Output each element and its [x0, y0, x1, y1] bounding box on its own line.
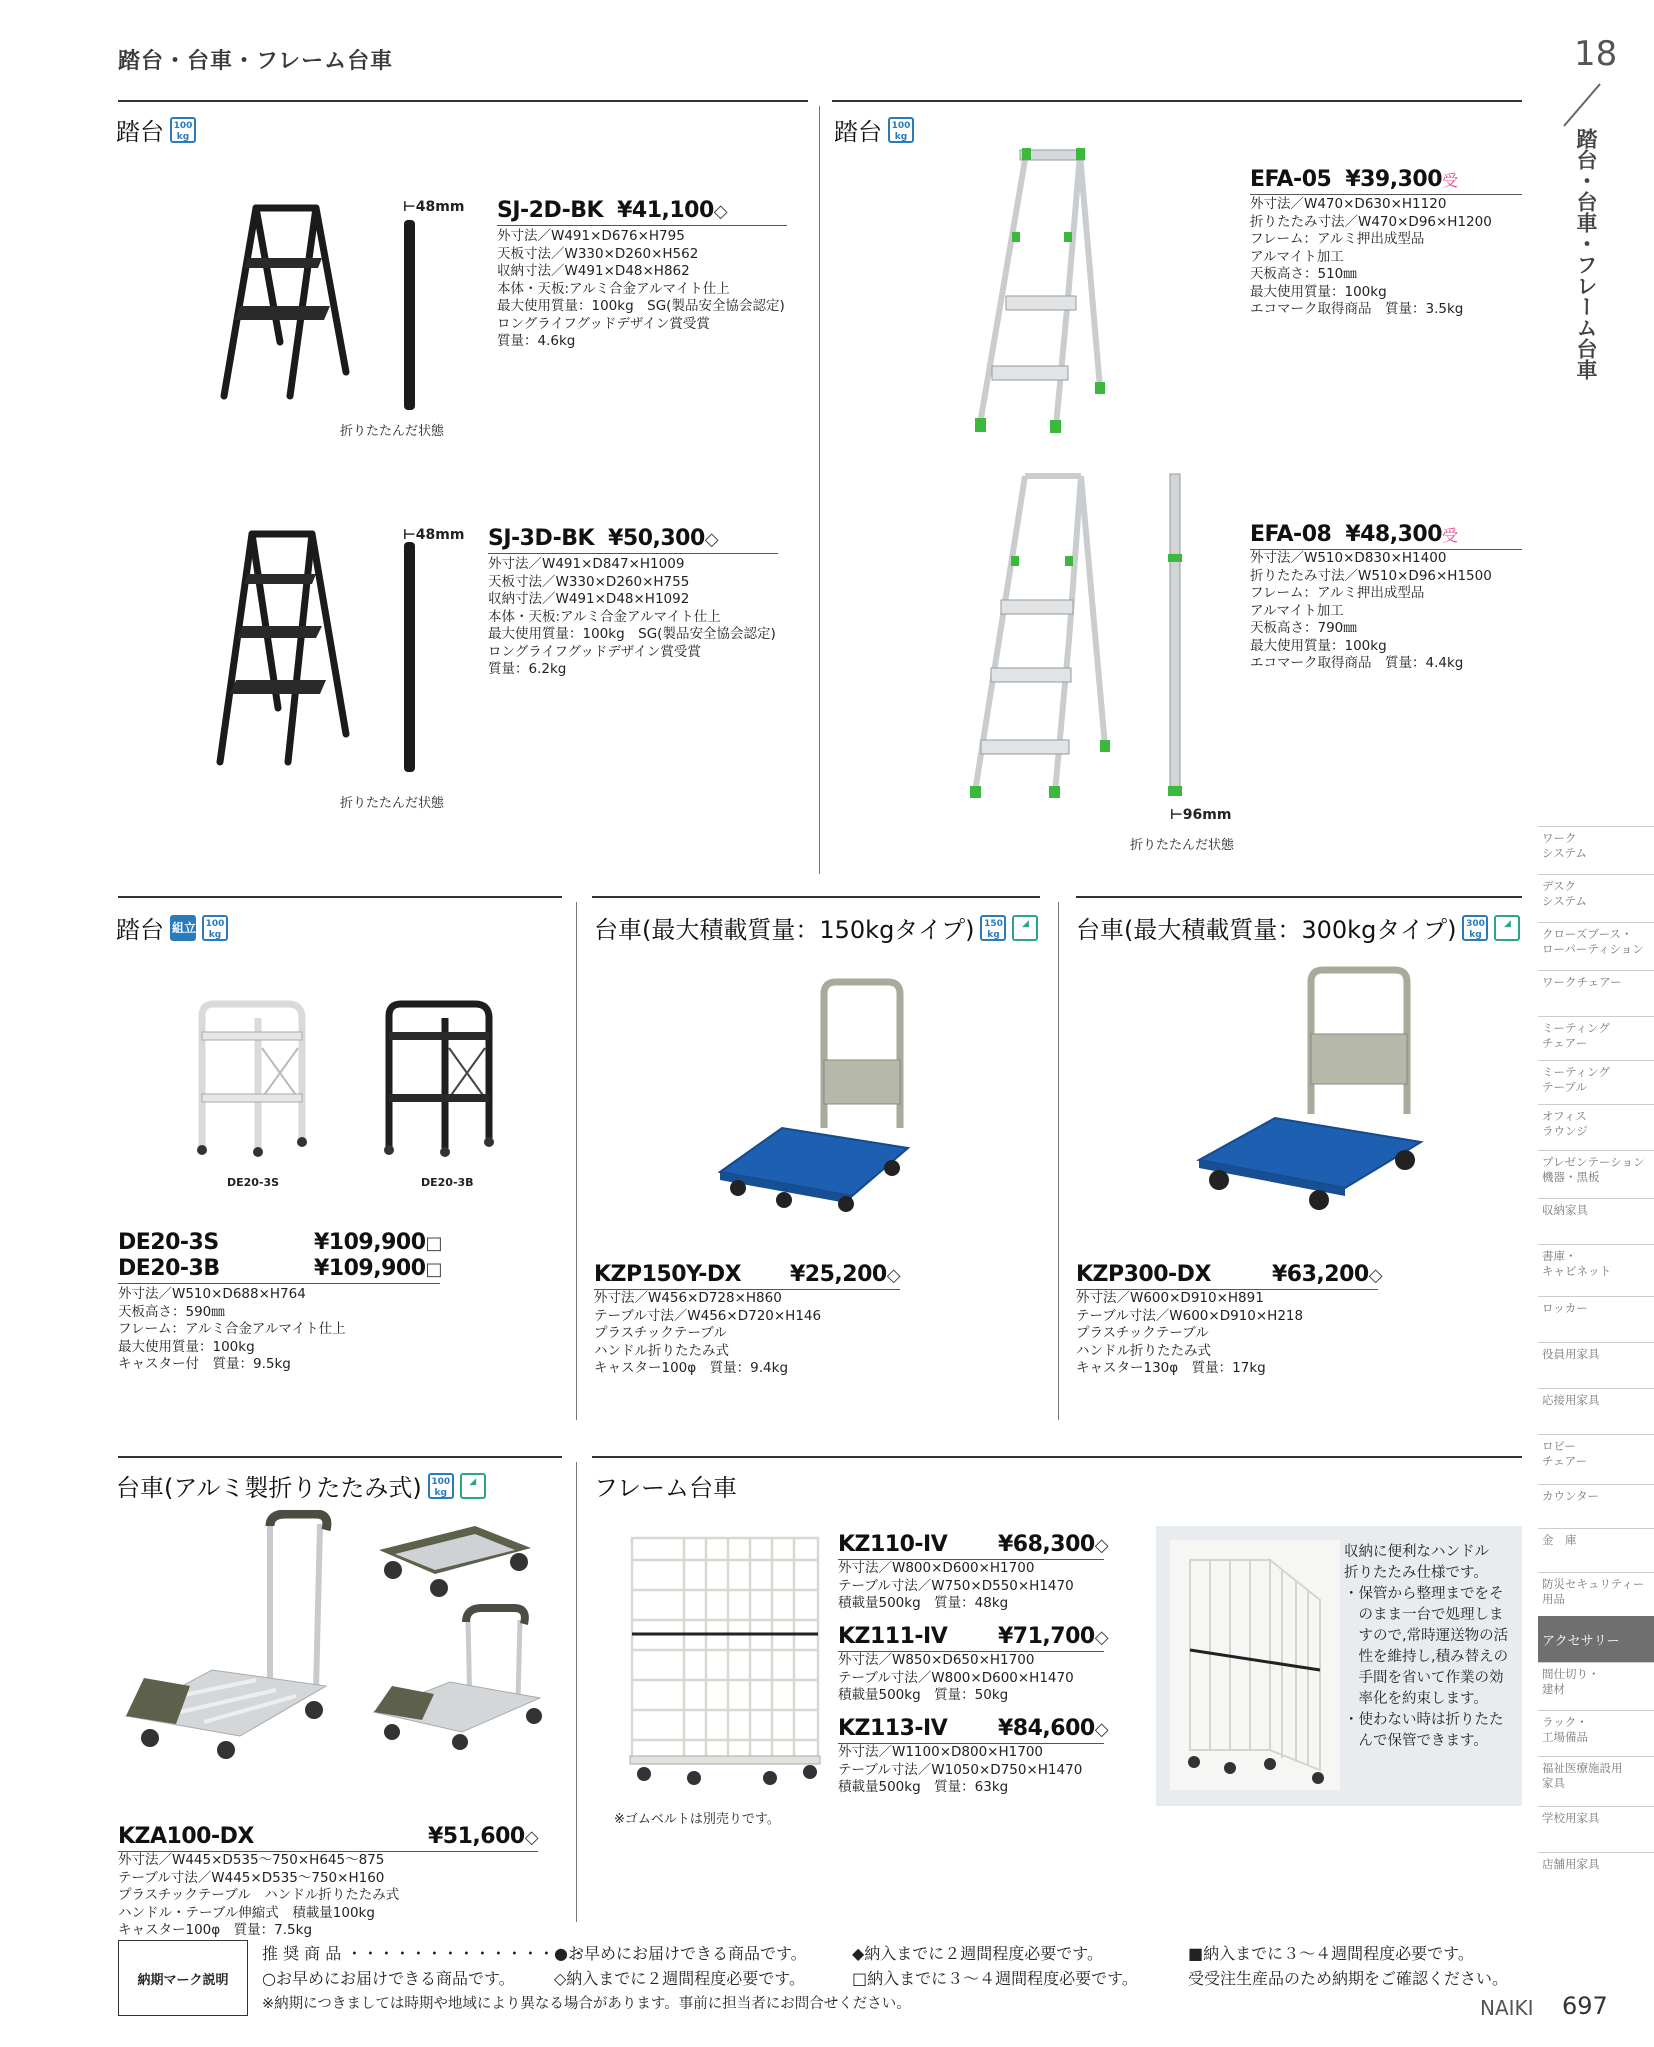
sidebar-item-label: ワーク — [1542, 831, 1577, 845]
sidebar-item[interactable] — [1538, 826, 1654, 874]
de20-3s-image — [188, 998, 318, 1158]
load-300kg-icon: 300 kg — [1462, 915, 1488, 941]
efa08-specs: 外寸法／W510×D830×H1400 折りたたみ寸法／W510×D96×H1500 フレーム：アルミ押出成型品 アルマイト加工 天板高さ：790㎜ 最大使用質量：100kg エコマーク取得商品 質量：4.4kg — [1250, 550, 1492, 671]
sidebar-item-label: ラウンジ — [1542, 1124, 1588, 1138]
load-100kg-icon: 100 kg — [428, 1473, 454, 1499]
frame-feature-text: 収納に便利なハンドル 折りたたみ仕様です。 ・保管から整理までをそ のまま一台で処理しま すので,常時運送物の活 性を維持し,積み替えの 手間を省いて作業の効 率化を約束します。 ・使わない時は折りたた んで保管できます。 — [1344, 1544, 1509, 1749]
sj3d-specs: 外寸法／W491×D847×H1009 天板寸法／W330×D260×H755 収納寸法／W491×D48×H1092 本体・天板:アルミ合金アルマイト仕上 最大使用質量：100kg SG(製品安全協会認定) ロングライフグッドデザイン賞受賞 質量：6.2kg — [488, 556, 776, 677]
divider-mid-1 — [576, 902, 577, 1420]
load-100kg-icon: 100 kg — [202, 915, 228, 941]
sidebar-item[interactable] — [1538, 1244, 1654, 1296]
rule-mid-1 — [118, 896, 562, 898]
sidebar-item[interactable] — [1538, 1104, 1654, 1150]
section-title-cart300: 台車(最大積載質量：300kgタイプ) 300 kg◢ — [1076, 910, 1520, 945]
sidebar-item-label: 店舗用家具 — [1542, 1857, 1600, 1871]
tab-slash — [1556, 80, 1606, 130]
sidebar-item[interactable] — [1538, 1756, 1654, 1806]
sidebar-item-label: ミーティング — [1542, 1065, 1610, 1079]
sidebar-item[interactable] — [1538, 1616, 1654, 1662]
sidebar-item[interactable] — [1538, 1388, 1654, 1434]
efa05-name-price: EFA-05 ¥39,300受 — [1250, 167, 1522, 195]
sidebar-item-label: アクセサリー — [1542, 1633, 1620, 1649]
frame-cart-image — [624, 1530, 824, 1790]
efa08-name-price: EFA-08 ¥48,300受 — [1250, 522, 1522, 550]
sidebar-item[interactable] — [1538, 1528, 1654, 1572]
legend-row-1: 推 奨 商 品 ・・・・・・・・・・・・・・・●お早めにお届けできる商品です。 ◆納入までに２週間程度必要です。 ■納入までに３～４週間程度必要です。 — [262, 1944, 1474, 1963]
footer-brand: NAIKI — [1480, 1996, 1534, 2020]
sidebar-item-label: テーブル — [1542, 1080, 1587, 1094]
sidebar-item-label: 機器・黒板 — [1542, 1170, 1600, 1184]
sj2d-fold-dim: ⊢48mm — [403, 199, 465, 215]
sidebar-item-label: 防災セキュリティー — [1542, 1577, 1645, 1591]
footer-page-number: 697 — [1562, 1992, 1608, 2020]
sidebar-item-label: チェアー — [1542, 1454, 1588, 1468]
kzp300-specs: 外寸法／W600×D910×H891 テーブル寸法／W600×D910×H218 プラスチックテーブル ハンドル折りたたみ式 キャスター130φ 質量：17kg — [1076, 1290, 1304, 1376]
efa08-fold-caption: 折りたたんだ状態 — [1130, 838, 1235, 853]
legend-box-title: 納期マーク説明 — [137, 1972, 229, 1988]
kz113-specs: 外寸法／W1100×D800×H1700 テーブル寸法／W1050×D750×H1470 積載量500kg 質量：63kg — [838, 1744, 1083, 1795]
sidebar-item[interactable] — [1538, 1342, 1654, 1388]
frame-cart-note: ※ゴムベルトは別売りです。 — [614, 1812, 780, 1827]
sidebar-item[interactable] — [1538, 1060, 1654, 1104]
sidebar-item-label: システム — [1542, 894, 1587, 908]
sidebar-item[interactable] — [1538, 1484, 1654, 1528]
page-header-title: 踏台・台車・フレーム台車 — [118, 49, 394, 74]
sj3d-product-image — [212, 528, 362, 768]
side-vertical-title: 踏台・台車・フレーム台車 — [1574, 128, 1598, 380]
de20-3s-name-price: DE20-3S ¥109,900□ — [118, 1230, 443, 1255]
legend-note: ※納期につきましては時期や地域により異なる場合があります。事前に担当者にお問合せください。 — [262, 1996, 911, 2012]
de20-3b-name-price: DE20-3B ¥109,900□ — [118, 1256, 440, 1284]
de20-3b-image — [375, 998, 505, 1158]
sidebar-item-label: システム — [1542, 846, 1587, 860]
rule-top-left — [118, 100, 808, 102]
sidebar-item[interactable] — [1538, 1572, 1654, 1616]
section-title-cart150: 台車(最大積載質量：150kgタイプ) 150 kg◢ — [594, 910, 1038, 945]
sidebar-item[interactable] — [1538, 922, 1654, 970]
kza100-half-folded-image — [370, 1600, 550, 1750]
sidebar-item-label: ロッカー — [1542, 1301, 1588, 1315]
sidebar-item[interactable] — [1538, 1296, 1654, 1342]
de20-3s-image-label: DE20-3S — [227, 1176, 280, 1189]
sidebar-item-label: ミーティング — [1542, 1021, 1610, 1035]
sidebar-item[interactable] — [1538, 1852, 1654, 1898]
rule-bottom-1 — [118, 1456, 562, 1458]
sidebar-item-label: 応接用家具 — [1542, 1393, 1600, 1407]
sidebar-item-label: ローパーティション — [1542, 942, 1644, 956]
sidebar-item-label: デスク — [1542, 879, 1577, 893]
frame-cart-folded-image — [1170, 1540, 1340, 1790]
frame-feature-box — [1156, 1526, 1522, 1806]
efa08-fold-dim: ⊢96mm — [1170, 807, 1232, 823]
kzp150-specs: 外寸法／W456×D728×H860 テーブル寸法／W456×D720×H146 プラスチックテーブル ハンドル折りたたみ式 キャスター100φ 質量：9.4kg — [594, 1290, 822, 1376]
sidebar-item[interactable] — [1538, 1806, 1654, 1852]
slope-icon: ◢ — [1012, 915, 1038, 941]
kz110-name-price: KZ110-IV ¥68,300◇ — [838, 1532, 1104, 1560]
de20-3b-image-label: DE20-3B — [421, 1176, 474, 1189]
kz111-specs: 外寸法／W850×D650×H1700 テーブル寸法／W800×D600×H1470 積載量500kg 質量：50kg — [838, 1652, 1074, 1703]
page-tab-number: 18 — [1574, 34, 1618, 74]
section-title-stepstool-right: 踏台 100 kg — [834, 112, 914, 147]
sidebar-item[interactable] — [1538, 1016, 1654, 1060]
load-100kg-icon: 100 kg — [888, 117, 914, 143]
sidebar-item-label: キャビネット — [1542, 1264, 1611, 1278]
sj2d-folded-image — [400, 200, 420, 415]
efa08-product-image — [955, 470, 1125, 800]
efa05-specs: 外寸法／W470×D630×H1120 折りたたみ寸法／W470×D96×H1200 フレーム：アルミ押出成型品 アルマイト加工 天板高さ：510㎜ 最大使用質量：100kg エコマーク取得商品 質量：3.5kg — [1250, 196, 1492, 317]
kzp300-product-image — [1195, 964, 1425, 1214]
sidebar-item-label: カウンター — [1542, 1489, 1600, 1503]
section-title-stepstool-left: 踏台 100 kg — [116, 112, 196, 147]
load-150kg-icon: 150 kg — [980, 915, 1006, 941]
kza100-specs: 外寸法／W445×D535～750×H645～875 テーブル寸法／W445×D535～750×H160 プラスチックテーブル ハンドル折りたたみ式 ハンドル・テーブル伸縮式 積載量100kg キャスター100φ 質量：7.5kg — [118, 1852, 400, 1938]
sj2d-specs: 外寸法／W491×D676×H795 天板寸法／W330×D260×H562 収納寸法／W491×D48×H862 本体・天板:アルミ合金アルマイト仕上 最大使用質量：100kg SG(製品安全協会認定) ロングライフグッドデザイン賞受賞 質量：4.6kg — [497, 228, 785, 349]
sidebar-item-label: ロビー — [1542, 1439, 1577, 1453]
sidebar-item-label: 収納家具 — [1542, 1203, 1588, 1217]
sidebar-item-label: クローズブース・ — [1542, 927, 1633, 941]
kza100-folded-image — [375, 1510, 535, 1600]
kzp150-name-price: KZP150Y-DX ¥25,200◇ — [594, 1262, 900, 1290]
slope-icon: ◢ — [460, 1473, 486, 1499]
kz113-name-price: KZ113-IV ¥84,600◇ — [838, 1716, 1104, 1744]
sj3d-fold-dim: ⊢48mm — [403, 527, 465, 543]
sidebar-item-label: オフィス — [1542, 1109, 1587, 1123]
rule-mid-2 — [592, 896, 1040, 898]
sidebar-item-label: ラック・ — [1542, 1715, 1588, 1729]
sidebar-item-label: 家具 — [1542, 1776, 1565, 1790]
sidebar-item-label: 用品 — [1542, 1592, 1565, 1606]
sj2d-fold-caption: 折りたたんだ状態 — [340, 424, 445, 439]
kza100-product-image — [120, 1510, 340, 1760]
sj3d-name-price: SJ-3D-BK ¥50,300◇ — [488, 526, 778, 554]
efa08-folded-image — [1160, 470, 1190, 800]
sidebar-item-label: 金 庫 — [1542, 1533, 1577, 1547]
sidebar-item[interactable] — [1538, 1710, 1654, 1756]
sidebar-item-label: 書庫・ — [1542, 1249, 1577, 1263]
sj3d-fold-caption: 折りたたんだ状態 — [340, 796, 445, 811]
efa05-product-image — [960, 148, 1120, 433]
section-title-stepstool-assembled: 踏台 組立 100 kg — [116, 910, 228, 945]
sidebar-item-label: 学校用家具 — [1542, 1811, 1600, 1825]
assembly-icon: 組立 — [170, 915, 196, 941]
kz110-specs: 外寸法／W800×D600×H1700 テーブル寸法／W750×D550×H1470 積載量500kg 質量：48kg — [838, 1560, 1074, 1611]
sidebar-item-label: 福祉医療施設用 — [1542, 1761, 1623, 1775]
sj3d-folded-image — [400, 532, 420, 782]
sidebar-item[interactable] — [1538, 874, 1654, 922]
sidebar-item-label: ワークチェアー — [1542, 975, 1622, 989]
kz111-name-price: KZ111-IV ¥71,700◇ — [838, 1624, 1104, 1652]
rule-bottom-2 — [592, 1456, 1522, 1458]
divider-mid-2 — [1058, 902, 1059, 1420]
sidebar-item-label: 間仕切り・ — [1542, 1667, 1600, 1681]
sidebar-item-label: プレゼンテーション — [1542, 1155, 1645, 1169]
rule-top-right — [832, 100, 1522, 102]
load-100kg-icon: 100 kg — [170, 117, 196, 143]
sidebar-item-label: チェアー — [1542, 1036, 1588, 1050]
de20-specs: 外寸法／W510×D688×H764 天板高さ：590㎜ フレーム：アルミ合金アルマイト仕上 最大使用質量：100kg キャスター付 質量：9.5kg — [118, 1286, 346, 1372]
kzp150-product-image — [712, 978, 912, 1214]
divider-top — [819, 106, 820, 874]
sidebar-item-label: 建材 — [1542, 1682, 1565, 1696]
legend-box — [118, 1940, 248, 2016]
legend-row-2: ○お早めにお届けできる商品です。 ◇納入までに２週間程度必要です。 □納入までに３～４週間程度必要です。 受受注生産品のため納期をご確認ください。 — [262, 1969, 1509, 1988]
sidebar-item[interactable] — [1538, 970, 1654, 1016]
sidebar-item[interactable] — [1538, 1662, 1654, 1710]
section-title-frame-cart: フレーム台車 — [594, 1474, 738, 1502]
kzp300-name-price: KZP300-DX ¥63,200◇ — [1076, 1262, 1378, 1290]
kza100-name-price: KZA100-DX ¥51,600◇ — [118, 1824, 538, 1852]
rule-mid-3 — [1076, 896, 1522, 898]
sidebar-item[interactable] — [1538, 1150, 1654, 1198]
slope-icon: ◢ — [1494, 915, 1520, 941]
sidebar-item[interactable] — [1538, 1434, 1654, 1484]
divider-bottom — [576, 1462, 577, 1922]
sj2d-product-image — [218, 202, 358, 402]
sj2d-name-price: SJ-2D-BK ¥41,100◇ — [497, 198, 787, 226]
section-title-cart-alu: 台車(アルミ製折りたたみ式) 100 kg◢ — [116, 1468, 486, 1503]
sidebar-item-label: 役員用家具 — [1542, 1347, 1600, 1361]
sidebar-item-label: 工場備品 — [1542, 1730, 1588, 1744]
sidebar-item[interactable] — [1538, 1198, 1654, 1244]
